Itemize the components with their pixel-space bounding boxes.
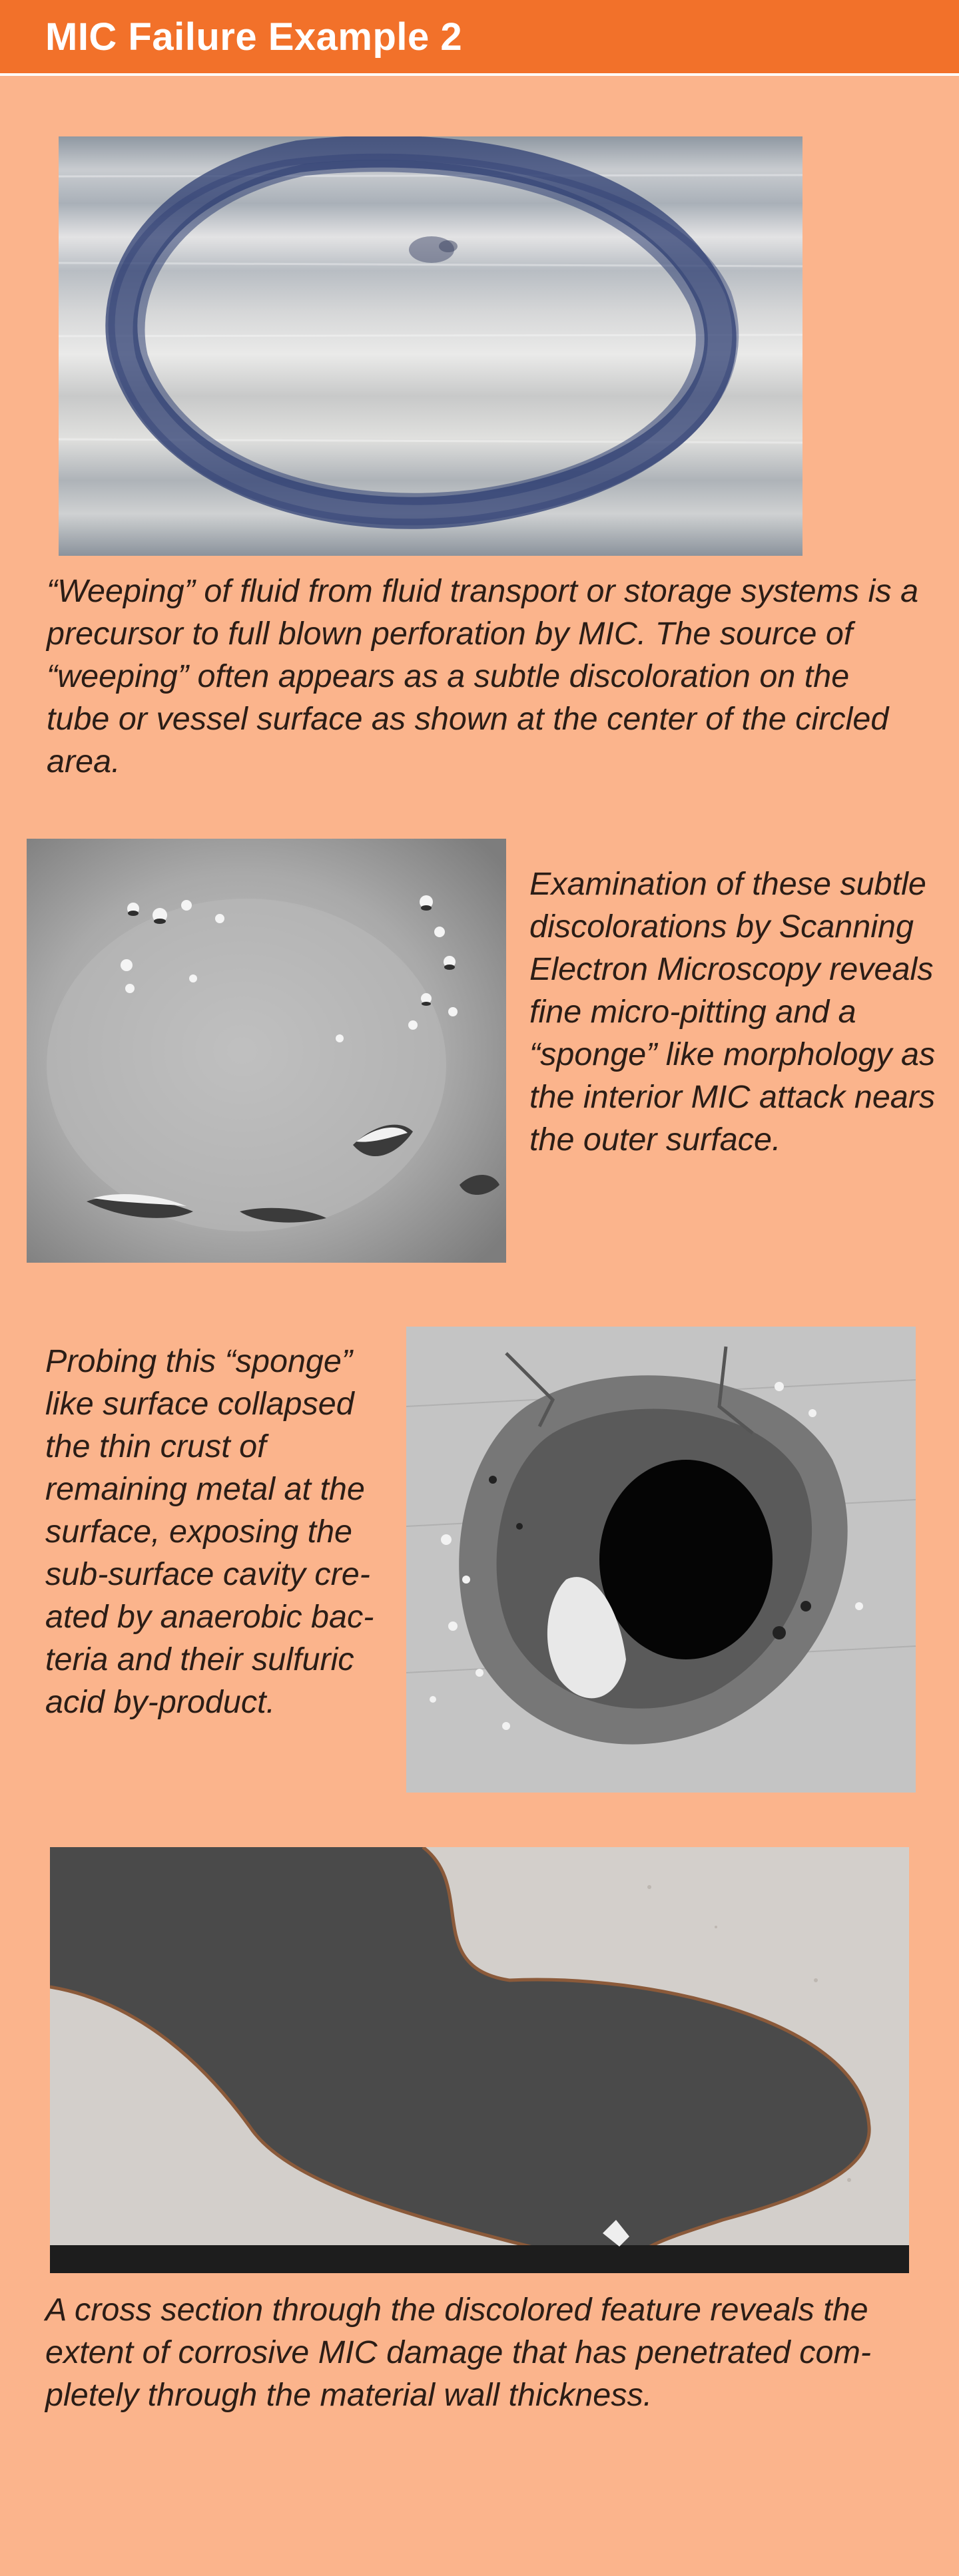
figure-4-caption: A cross section through the discolored feature reveals the extent of corrosive MIC damage that has penetrated com-pletely through the material wall thickness. [45,2292,872,2413]
sem-micro-pitting-photo-icon [27,839,506,1263]
figure-3-caption: Probing this “sponge” like surface collapsed the thin crust of remaining metal at the surface, exposing the sub-surface cavity cre-ated by anaerobic bac-teria and their sulfuric acid by-product. [45,1343,374,1720]
cross-section-photo [50,1847,909,2273]
figure-2-caption: Examination of these subtle discolorations by Scanning Electron Microscopy reveals fine micro-pitting and a “sponge” like morphology as the interior MIC attack nears the outer surface. [529,866,936,1158]
subsurface-cavity-photo [406,1327,916,1793]
page-title: MIC Failure Example 2 [45,15,463,59]
circled-discoloration-tube-photo-icon [59,136,802,556]
circled-discoloration-photo [59,136,802,556]
figure-1-caption: “Weeping” of fluid from fluid transport or storage systems is a precursor to full blown perforation by MIC. The source of “weeping” often appears as a subtle discoloration on the tube or vessel surface as shown at the center of the circled area. [47,573,919,779]
cross-section-photo-icon [50,1847,909,2273]
subsurface-cavity-photo-icon [406,1327,916,1793]
sem-micro-pitting-photo [27,839,506,1263]
header-banner [0,0,959,76]
